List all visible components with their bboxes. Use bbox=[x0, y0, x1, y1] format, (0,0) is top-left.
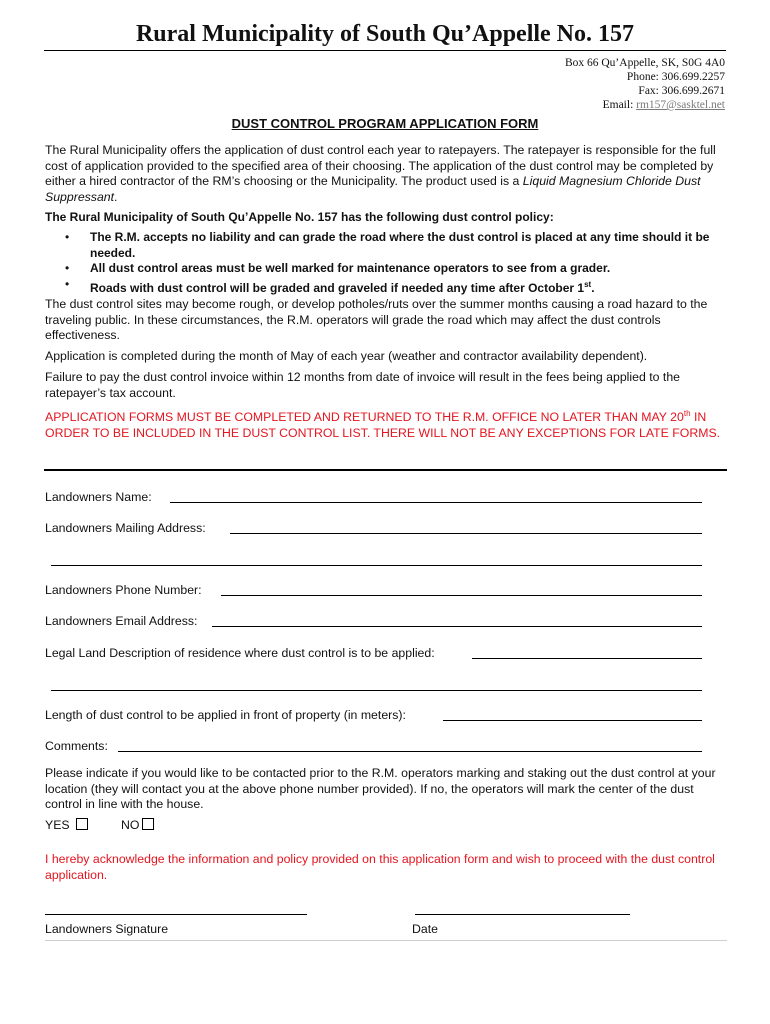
policy-heading: The Rural Municipality of South Qu’Appelle No. 157 has the following dust control policy: bbox=[45, 210, 554, 224]
comments-field[interactable] bbox=[118, 751, 702, 752]
yes-label: YES bbox=[45, 818, 70, 832]
deadline-part1: APPLICATION FORMS MUST BE COMPLETED AND RETURNED TO THE R.M. OFFICE NO LATER THAN MAY 20 bbox=[45, 410, 684, 425]
bottom-divider bbox=[45, 940, 727, 941]
mailing-address-field[interactable] bbox=[230, 533, 702, 534]
no-option[interactable] bbox=[121, 818, 154, 833]
address-line: Box 66 Qu’Appelle, SK, S0G 4A0 bbox=[564, 57, 725, 69]
yes-option[interactable] bbox=[45, 818, 88, 833]
policy-item-end: . bbox=[591, 280, 595, 295]
email-address-field[interactable] bbox=[212, 626, 702, 627]
intro-text: The Rural Municipality offers the application of dust control each year to ratepayers. The ratepayer is responsible for the full cost of application provided to the specified area of their choosing. The application of the dust control may be completed by either a hired contractor of the RM’s choosing or the Municipality. The product used is a bbox=[45, 143, 716, 188]
legal-land-label: Legal Land Description of residence where dust control is to be applied: bbox=[45, 646, 435, 660]
policy-item bbox=[63, 230, 728, 261]
deadline-part2: IN ORDER TO BE INCLUDED IN THE DUST CONTROL LIST. THERE WILL NOT BE ANY EXCEPTIONS FOR LATE FORMS. bbox=[45, 410, 721, 440]
page-title: Rural Municipality of South Qu’Appelle No. 157 bbox=[44, 20, 726, 51]
form-title-wrap bbox=[0, 115, 770, 133]
email-address-label: Landowners Email Address: bbox=[45, 614, 198, 628]
policy-item-text: All dust control areas must be well marked for maintenance operators to see from a grader. bbox=[90, 261, 611, 275]
comments-label: Comments: bbox=[45, 739, 108, 753]
intro-end: . bbox=[114, 189, 118, 204]
phone-number-label: Landowners Phone Number: bbox=[45, 583, 202, 597]
no-checkbox[interactable] bbox=[142, 818, 154, 830]
email-line bbox=[565, 98, 725, 112]
contact-question: Please indicate if you would like to be contacted prior to the R.M. operators marking and staking out the dust control at your location (they will contact you at the above phone number provided). If no, the operators will mark the center of the dust control in line with the house. bbox=[45, 766, 716, 811]
legal-land-field[interactable] bbox=[472, 658, 702, 659]
date-label: Date bbox=[412, 922, 438, 936]
policy-item-text: Roads with dust control will be graded and graveled if needed any time after October 1 bbox=[90, 280, 585, 295]
form-title: DUST CONTROL PROGRAM APPLICATION FORM bbox=[231, 116, 539, 131]
landowner-name-label: Landowners Name: bbox=[45, 490, 152, 504]
legal-land-field-2[interactable] bbox=[51, 690, 702, 691]
signature-label: Landowners Signature bbox=[45, 922, 169, 936]
policy-item bbox=[63, 277, 728, 297]
intro-paragraph bbox=[45, 143, 730, 205]
length-label: Length of dust control to be applied in front of property (in meters): bbox=[45, 708, 406, 722]
phone-line: Phone: 306.699.2257 bbox=[626, 71, 725, 83]
deadline-warning bbox=[45, 406, 730, 441]
date-field[interactable] bbox=[415, 914, 630, 915]
policy-item-text: The R.M. accepts no liability and can grade the road where the dust control is placed at any time should it be needed. bbox=[90, 230, 710, 260]
failure-paragraph: Failure to pay the dust control invoice within 12 months from date of invoice will result in the fees being applied to the ratepayer’s tax account. bbox=[45, 370, 681, 400]
email-label: Email: bbox=[602, 99, 634, 111]
section-divider bbox=[44, 469, 727, 471]
timing-paragraph: Application is completed during the month of May of each year (weather and contractor availability dependent). bbox=[45, 349, 648, 363]
policy-item bbox=[63, 261, 728, 277]
acknowledgement: I hereby acknowledge the information and policy provided on this application form and wish to proceed with the dust control application. bbox=[45, 852, 715, 882]
fax-line: Fax: 306.699.2671 bbox=[638, 85, 725, 97]
policy-item-sup: st bbox=[584, 279, 592, 289]
mailing-address-field-2[interactable] bbox=[51, 565, 702, 566]
policy-list bbox=[63, 230, 728, 296]
mailing-address-label: Landowners Mailing Address: bbox=[45, 521, 206, 535]
email-link[interactable]: rm157@sasktel.net bbox=[636, 99, 725, 111]
signature-field[interactable] bbox=[45, 914, 307, 915]
length-field[interactable] bbox=[443, 720, 702, 721]
product-name: Liquid Magnesium Chloride Dust Suppressant bbox=[45, 174, 701, 204]
landowner-name-field[interactable] bbox=[170, 502, 702, 503]
deadline-sup: th bbox=[683, 409, 691, 418]
no-label: NO bbox=[121, 818, 140, 832]
yes-checkbox[interactable] bbox=[76, 818, 88, 830]
phone-number-field[interactable] bbox=[221, 595, 702, 596]
rough-paragraph: The dust control sites may become rough, or develop potholes/ruts over the summer months causing a road hazard to the traveling public. In these circumstances, the R.M. operators will grade the road which may affect the dust controls effectiveness. bbox=[45, 297, 708, 342]
rm-address-block bbox=[565, 56, 725, 112]
